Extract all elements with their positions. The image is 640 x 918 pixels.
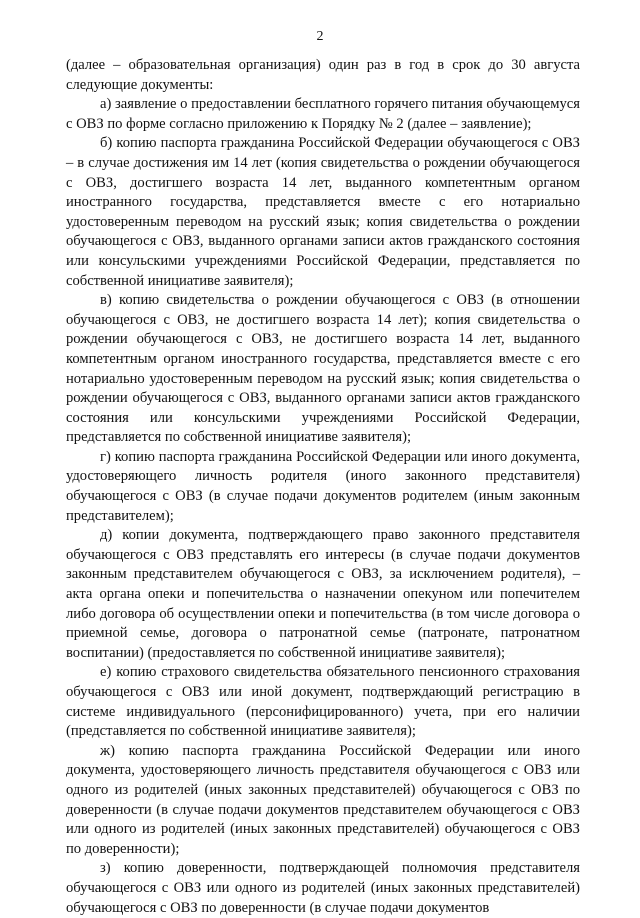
paragraph-item-b: б) копию паспорта гражданина Российской Федерации обучающегося с ОВЗ – в случае достижения им 14 лет (копия свидетельства о рождении обучающегося с ОВЗ, достигшего возраста 14 лет, выданного компетентным органом иностранного государства, представляется вместе с его нотариально удостоверенным переводом на русский язык; копия свидетельства о рождении обучающегося с ОВЗ, выданного органами записи актов гражданского состояния или консульскими учреждениями Российской Федерации, представляется по собственной инициативе заявителя);: [66, 135, 580, 289]
paragraph-item-v: в) копию свидетельства о рождении обучающегося с ОВЗ (в отношении обучающегося с ОВЗ, не достигшего возраста 14 лет); копия свидетельства о рождении обучающегося с ОВЗ, не достигшего возраста 14 лет, выданного компетентным органом иностранного государства, представляется вместе с его нотариально удостоверенным переводом на русский язык; копия свидетельства о рождении обучающегося с ОВЗ, выданного органами записи актов гражданского состояния или консульскими учреждениями Российской Федерации, представляется по собственной инициативе заявителя);: [66, 292, 580, 446]
paragraph-item-g: г) копию паспорта гражданина Российской Федерации или иного документа, удостоверяющего личность родителя (иного законного представителя) обучающегося с ОВЗ (в случае подачи документов родителем (иным законным представителем);: [66, 448, 580, 524]
document-body: [66, 56, 580, 918]
page-number: 2: [316, 29, 324, 44]
paragraph-item-a: а) заявление о предоставлении бесплатного горячего питания обучающемуся с ОВЗ по форме согласно приложению к Порядку № 2 (далее – заявление);: [66, 96, 580, 132]
paragraph-item-z: з) копию доверенности, подтверждающей полномочия представителя обучающегося с ОВЗ или одного из родителей (иных законных представителей) обучающегося с ОВЗ по доверенности (в случае подачи документов: [66, 860, 580, 916]
paragraph-item-zh: ж) копию паспорта гражданина Российской Федерации или иного документа, удостоверяющего личность представителя обучающегося с ОВЗ или одного из родителей (иных законных представителей) обучающегося с ОВЗ по доверенности (в случае подачи документов представителем обучающегося с ОВЗ или одного из родителей (иных законных представителей) обучающегося с ОВЗ по доверенности);: [66, 742, 580, 857]
paragraph-intro: (далее – образовательная организация) один раз в год в срок до 30 августа следующие документы:: [66, 57, 580, 93]
paragraph-item-d: д) копии документа, подтверждающего право законного представителя обучающегося с ОВЗ представлять его интересы (в случае подачи документов законным представителем обучающегося с ОВЗ, за исключением родителя), – акта органа опеки и попечительства о назначении опекуном или попечителем либо договора об осуществлении опеки и попечительства (в том числе договора о приемной семье, договора о патронатной семье (патронате, патронатном воспитании) (предоставляется по собственной инициативе заявителя);: [66, 527, 580, 661]
paragraph-item-e: е) копию страхового свидетельства обязательного пенсионного страхования обучающегося с ОВЗ или иной документ, подтверждающий регистрацию в системе индивидуального (персонифицированного) учета, при его наличии (представляется по собственной инициативе заявителя);: [66, 664, 580, 740]
